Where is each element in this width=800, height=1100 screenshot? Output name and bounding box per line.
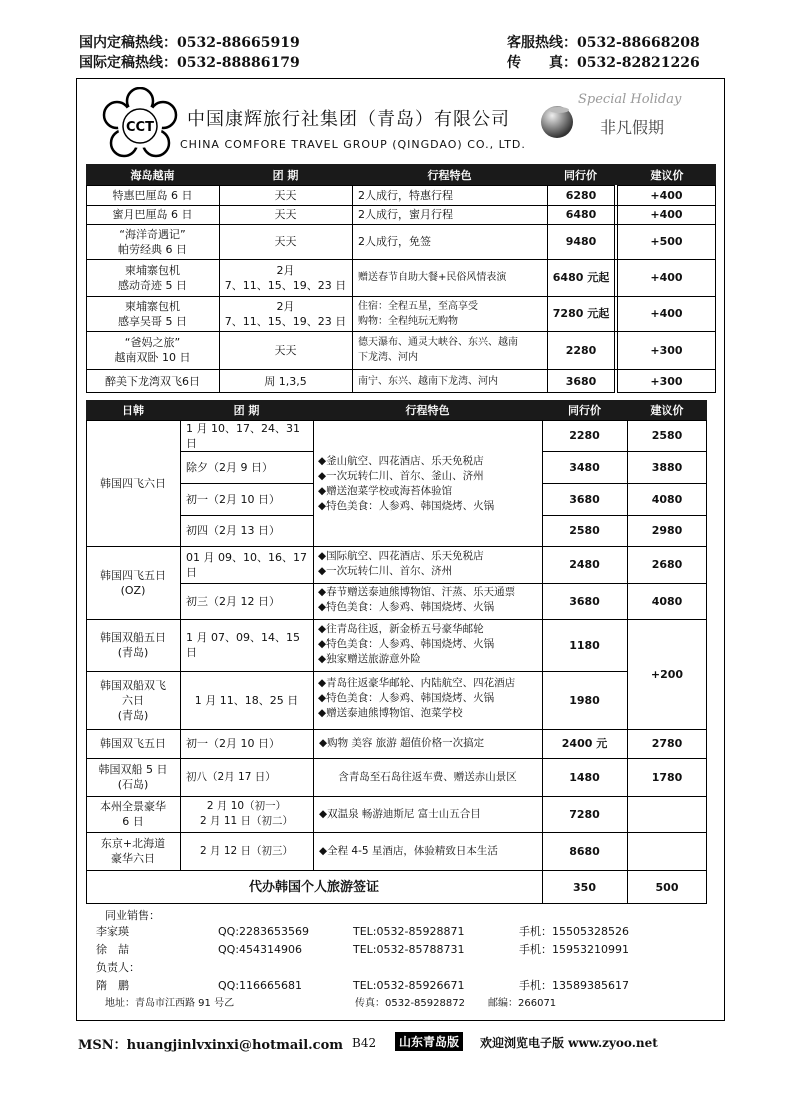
cct-logo [101,87,179,165]
vn-row-feature: 赠送春节自助大餐+民俗风情表演 [358,272,507,283]
vn-header-date: 团 期 [272,168,299,182]
vn-header-suggest: 建议价 [650,168,684,182]
vn-row-suggest: +400 [650,208,683,221]
vn-row-suggest: +300 [650,374,683,388]
vn-row-feature: 德天瀑布、通灵大峡谷、东兴、越南 下龙湾、河内 [358,337,518,363]
kr-route-date: 初四（2月 13 日） [186,524,280,537]
visa-suggest: 500 [655,880,679,894]
vn-row-suggest: +300 [650,343,683,357]
manager-name: 隋 鹏 [96,979,129,992]
kr-route-suggest: 2680 [651,558,683,571]
kr-route-features: ◆往青岛往返，新金桥五号豪华邮轮 ◆特色美食：人参鸡、韩国烧烤、火锅 ◆独家赠送旅游意外险 [318,623,495,665]
vn-header-feature: 行程特色 [427,168,472,182]
kr-route-suggest: 4080 [651,594,683,608]
manager-tel: TEL:0532-85926671 [353,979,465,992]
vn-row-date: 天天 [274,208,297,221]
kr-route-name: 东京+北海道 豪华六日 [100,837,166,865]
fax-hotline: 传 真：0532-82821226 [507,55,700,71]
kr-route-date: 1 月 11、18、25 日 [194,693,299,707]
vn-row-price: 6480 元起 [552,271,610,284]
footer-msn: MSN：huangjinlvxinxi@hotmail.com [78,1038,343,1053]
visa-price: 350 [573,880,596,894]
vn-row-name: “海洋奇遇记” 帕劳经典 6 日 [118,227,187,256]
kr-route-features: ◆全程 4-5 星酒店，体验精致日本生活 [319,844,498,857]
vn-row-name: “爸妈之旅” 越南双卧 10 日 [114,336,191,364]
logo-text: CCT [126,120,154,135]
vn-row-suggest: +400 [650,188,683,202]
vn-row-suggest: +500 [650,235,683,248]
vn-row-name: 柬埔寨包机 感享吴哥 5 日 [118,299,187,328]
company-fax: 传真：0532-85928872 [355,998,465,1009]
vn-row-price: 3680 [565,374,597,388]
kr-route-date: 1 月 10、17、24、31 日 [186,421,300,450]
company-address: 地址：青岛市江西路 91 号乙 [105,998,235,1009]
contact-qq: QQ:454314906 [218,943,303,956]
kr-header-suggest: 建议价 [650,404,684,417]
kr-header-price: 同行价 [568,404,601,417]
vn-row-price: 7280 元起 [552,307,610,320]
manager-qq: QQ:116665681 [218,979,303,992]
kr-route-date: 初一（2月 10 日） [186,492,280,506]
vn-row-feature: 2人成行，免签 [358,235,431,248]
vn-row-price: 6480 [565,208,597,221]
kr-route-price: 3680 [569,492,600,506]
contact-tel: TEL:0532-85928871 [353,925,465,938]
visa-service-label: 代办韩国个人旅游签证 [248,879,379,895]
kr-route-suggest: 1780 [651,770,683,784]
manager-title: 负责人： [96,961,140,974]
vn-row-name: 蜜月巴厘岛 6 日 [112,208,193,221]
vn-row-name: 柬埔寨包机 感动奇迹 5 日 [118,263,187,292]
kr-route-features: 含青岛至石岛往返车费、赠送赤山景区 [338,770,517,783]
contact-tel: TEL:0532-85788731 [353,943,465,956]
vn-row-price: 2280 [565,343,597,357]
footer-page-number: B42 [352,1036,377,1050]
kr-route-price: 1980 [569,693,600,707]
kr-route-date: 2 月 12 日（初三） [199,844,294,857]
kr-route-price: 2580 [569,524,600,537]
kr-route-price: 3480 [569,460,600,474]
kr-route-name: 韩国双飞五日 [100,737,166,750]
brand-en: Special Holiday [578,92,682,107]
footer-welcome: 欢迎浏览电子版 www.zyoo.net [480,1036,658,1050]
vn-row-name: 醉美下龙湾双飞6日 [105,374,200,388]
vn-row-feature: 南宁、东兴、越南下龙湾、河内 [358,375,498,387]
kr-route-suggest: 2980 [651,524,683,537]
kr-route-price: 8680 [569,844,600,858]
vn-row-date: 天天 [274,188,297,202]
kr-route-name: 韩国四飞六日 [100,476,166,490]
kr-route-features: ◆双温泉 畅游迪斯尼 富士山五合目 [319,807,481,820]
kr-route-suggest: 2780 [651,737,683,750]
kr-route-price: 2480 [569,558,600,571]
domestic-hotline: 国内定稿热线：0532-88665919 [79,35,300,51]
vn-header-name: 海岛越南 [130,168,175,182]
contact-mobile: 手机：15505328526 [519,925,629,938]
sales-title: 同业销售： [105,909,160,922]
international-hotline: 国际定稿热线：0532-88886179 [79,55,300,71]
kr-route-features: ◆春节赠送泰迪熊博物馆、汗蒸、乐天通票 ◆特色美食：人参鸡、韩国烧烤、火锅 [318,586,516,613]
kr-route-price: 2280 [569,429,600,442]
vn-row-feature: 住宿：全程五星，至高享受 购物：全程纯玩无购物 [358,300,478,327]
kr-route-price: 3680 [569,594,600,608]
brand-cn: 非凡假期 [600,118,665,137]
kr-route-price: 1480 [569,770,600,784]
vn-row-feature: 2人成行，蜜月行程 [358,208,453,221]
kr-route-name: 韩国双船五日 (青岛) [100,631,166,659]
kr-route-features: ◆青岛往返豪华邮轮、内陆航空、四花酒店 ◆特色美食：人参鸡、韩国烧烤、火锅 ◆赠送泰迪熊博物馆、泡菜学校 [318,677,516,719]
kr-route-price: 2400 元 [561,737,608,750]
vn-row-date: 2月 7、11、15、19、23 日 [224,263,347,292]
kr-route-suggest: 4080 [651,492,683,506]
vn-row-suggest: +400 [650,271,683,284]
contact-qq: QQ:2283653569 [218,925,310,938]
company-postcode: 邮编：266071 [488,998,557,1009]
kr-route-date: 2 月 10（初一） 2 月 11 日（初二） [199,800,294,827]
kr-route-date: 初一（2月 10 日） [186,737,280,750]
vn-row-name: 特惠巴厘岛 6 日 [112,188,193,202]
kr-header-name: 日韩 [122,404,144,417]
contact-name: 徐 喆 [96,943,129,956]
kr-route-price: 1180 [569,638,600,652]
company-name-en: CHINA COMFORE TRAVEL GROUP (QINGDAO) CO., LTD. [180,138,526,151]
kr-route-name: 韩国双船双飞 六日 (青岛) [100,678,166,722]
kr-route-features: ◆釜山航空、四花酒店、乐天免税店 ◆一次玩转仁川、首尔、釜山、济州 ◆赠送泡菜学校或海苔体验馆 ◆特色美食：人参鸡、韩国烧烤、火锅 [318,455,495,512]
kr-route-date: 除夕（2月 9 日） [186,460,273,474]
kr-route-suggest: 3880 [651,460,683,474]
kr-route-date: 初三（2月 12 日） [186,594,280,608]
kr-route-date: 1 月 07、09、14、15 日 [186,631,300,659]
kr-route-price: 7280 [569,807,600,821]
manager-mobile: 手机：13589385617 [519,979,629,992]
kr-route-name: 本州全景豪华 6 日 [100,800,166,828]
vn-row-suggest: +400 [650,307,683,320]
contact-name: 李家瑛 [96,925,129,938]
kr-ship-suggest: +200 [650,667,684,681]
service-hotline: 客服热线：0532-88668208 [507,35,700,51]
vn-row-date: 天天 [274,235,297,248]
vn-row-date: 天天 [274,343,297,357]
special-holiday-ball-icon [537,100,577,140]
kr-route-date: 初八（2月 17 日） [186,770,276,783]
vn-row-date: 2月 7、11、15、19、23 日 [224,299,347,328]
vn-header-price: 同行价 [564,168,597,182]
kr-header-date: 团 期 [233,404,260,417]
contact-mobile: 手机：15953210991 [519,943,629,956]
kr-route-suggest: 2580 [651,429,683,442]
vn-row-feature: 2人成行，特惠行程 [358,188,453,202]
kr-route-date: 01 月 09、10、16、17 日 [186,550,307,579]
footer-edition-badge: 山东青岛版 [395,1032,463,1051]
kr-header-feature: 行程特色 [405,404,450,417]
company-name-cn: 中国康辉旅行社集团（青岛）有限公司 [187,109,510,130]
kr-route-name: 韩国四飞五日 (OZ) [100,568,166,597]
vn-row-price: 6280 [565,188,597,202]
kr-route-features: ◆购物 美容 旅游 超值价格一次搞定 [319,737,485,749]
kr-route-name: 韩国双船 5 日 (石岛) [98,763,168,791]
vn-row-date: 周 1,3,5 [264,374,307,388]
kr-route-features: ◆国际航空、四花酒店、乐天免税店 ◆一次玩转仁川、首尔、济州 [318,550,484,577]
vn-row-price: 9480 [565,235,597,248]
